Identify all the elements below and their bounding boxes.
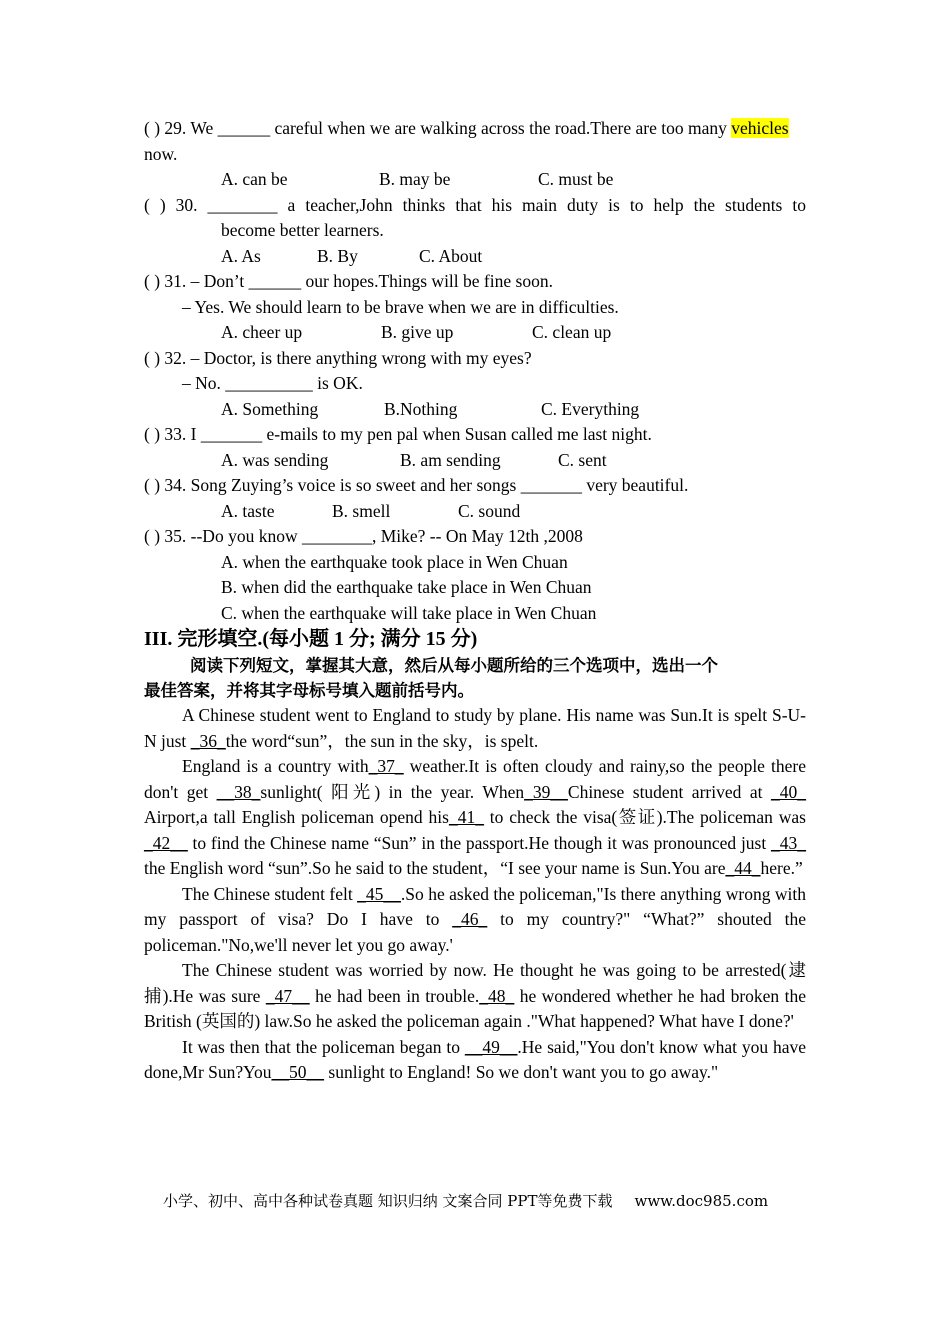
blank-40: _40_ [770,781,806,802]
q34-stem: ( ) 34. Song Zuying’s voice is so sweet and her songs _______ very beautiful. [144,475,689,495]
p4-text-a: The Chinese student was worried by now. He thought he was going to be arrested(逮捕).He was sure [144,960,806,1006]
q31-options [144,320,806,346]
q31-stem: ( ) 31. – Don’t ______ our hopes.Things will be fine soon. [144,271,553,291]
p5-text-c: sunlight to England! So we don't want you to go away." [324,1062,719,1082]
p2-text-a: England is a country with [182,756,369,776]
p1-text-a: A Chinese student went to England to study by plane. His name was Sun.It is spelt S-U-N just [144,705,806,751]
q32-reply: – No. __________ is OK. [182,373,363,393]
q32-option-a: A. Something [221,398,319,419]
p2-text-e: Chinese student arrived at [567,781,771,802]
q35-stem: ( ) 35. --Do you know ________, Mike? -- On May 12th ,2008 [144,526,583,546]
blank-43: _43_ [771,832,806,853]
passage-paragraph-3 [144,882,806,959]
p2-text-c: weather.It is often cloudy and rainy,so the people there don't get [144,756,806,802]
q33-stem: ( ) 33. I _______ e-mails to my pen pal when Susan called me last night. [144,424,652,444]
footer-url: www.doc985.com [634,1192,769,1210]
blank-36: _36_ [190,730,226,751]
blank-38: __38_ [216,781,261,802]
instruction-line-1: 阅读下列短文，掌握其大意，然后从每小题所给的三个选项中，选出一个 [190,656,718,675]
blank-42: _42__ [144,832,188,853]
q31-option-c: C. clean up [532,322,612,342]
blank-49: __49__ [464,1036,518,1057]
q32-option-c: C. Everything [541,398,640,419]
q35-option-b: B. when did the earthquake take place in Wen Chuan [221,577,592,597]
p2-text-g: to check the visa(签证).The policeman was [483,807,806,827]
blank-48: _48_ [479,985,515,1006]
q31-option-a: A. cheer up [221,322,303,342]
q32-options [144,397,806,423]
p3-text-b: .So he asked the policeman,"Is there anything wrong with my passport of visa? Do I have to [144,883,806,929]
p1-text-c: the word“sun”，the sun in the sky，is spelt. [225,730,539,751]
footer-text: 小学、初中、高中各种试卷真题 知识归纳 文案合同 PPT等免费下载 [163,1192,613,1210]
passage-paragraph-5 [144,1035,806,1086]
p2-text-j: here.” [760,858,803,878]
q30-option-a: A. As [221,245,261,266]
q30-option-c: C. About [419,245,483,266]
q33-options [144,448,806,474]
q30-option-b: B. By [317,245,358,266]
p3-text-a: The Chinese student felt [182,883,358,904]
q30-stem-continued: become better learners. [221,220,384,240]
q34-option-b: B. smell [332,500,391,521]
q33-option-c: C. sent [558,449,607,470]
question-29 [144,116,806,142]
q32-option-b: B.Nothing [384,398,458,419]
blank-46: _46_ [452,909,488,929]
section-3-title: III. 完形填空.(每小题 1 分; 满分 15 分) [144,628,478,650]
passage-paragraph-2 [144,754,806,882]
passage-paragraph-4 [144,958,806,1035]
p2-text-f: Airport,a tall English policeman opend his [144,807,449,827]
q29-option-a: A. can be [221,169,288,189]
p5-text-b: .He said,"You don't know what you have done,Mr Sun?You [144,1036,806,1082]
p4-text-c: he wondered whether he had broken the British (英国的) law.So he asked the policeman again ."What happened? What have I done?' [144,985,806,1031]
q34-option-c: C. sound [458,500,521,521]
section-3-instruction [144,653,806,703]
q30-stem: ( ) 30. ________ a teacher,John thinks that his main duty is to help the students to [144,194,806,215]
p2-text-i: the English word “sun”.So he said to the student，“I see your name is Sun.You are [144,858,726,878]
q33-option-b: B. am sending [400,449,501,470]
blank-44: _44_ [725,858,761,878]
passage-paragraph-1 [144,703,806,754]
cloze-passage [144,703,806,1086]
blank-41: _41_ [448,807,484,827]
page-footer [163,1190,768,1211]
p4-text-b: he had been in trouble. [309,985,480,1006]
p2-text-d: sunlight( 阳光) in the year. When [260,781,525,802]
q29-options [144,167,806,193]
blank-45: _45__ [357,883,401,904]
p2-text-h: to find the Chinese name “Sun” in the passport.He though it was pronounced just [187,832,771,853]
blank-37: _37_ [368,756,404,776]
q35-option-c: C. when the earthquake will take place in Wen Chuan [221,602,597,623]
q35-option-a: A. when the earthquake took place in Wen Chuan [221,551,568,572]
blank-39: _39__ [524,781,568,802]
blank-50: __50__ [271,1062,325,1082]
instruction-line-2: 最佳答案，并将其字母标号填入题前括号内。 [144,681,474,700]
q29-highlight-word: vehicles [731,118,789,138]
q30-options [144,244,806,270]
q34-options [144,499,806,525]
q33-option-a: A. was sending [221,449,329,470]
p5-text-a: It was then that the policeman began to [182,1036,465,1057]
q31-reply: – Yes. We should learn to be brave when we are in difficulties. [182,296,619,317]
blank-47: _47__ [265,985,310,1006]
q29-option-c: C. must be [538,169,614,189]
q34-option-a: A. taste [221,500,275,521]
exam-page [144,116,806,1086]
q31-option-b: B. give up [381,322,454,342]
p3-text-c: to my country?" “What?” shouted the policeman."No,we'll never let you go away.' [144,909,806,955]
q32-stem: ( ) 32. – Doctor, is there anything wrong with my eyes? [144,347,532,368]
q29-stem: ( ) 29. We ______ careful when we are walking across the road.There are too many [144,118,732,138]
q29-stem-continued: now. [144,143,178,164]
q29-option-b: B. may be [379,169,451,189]
